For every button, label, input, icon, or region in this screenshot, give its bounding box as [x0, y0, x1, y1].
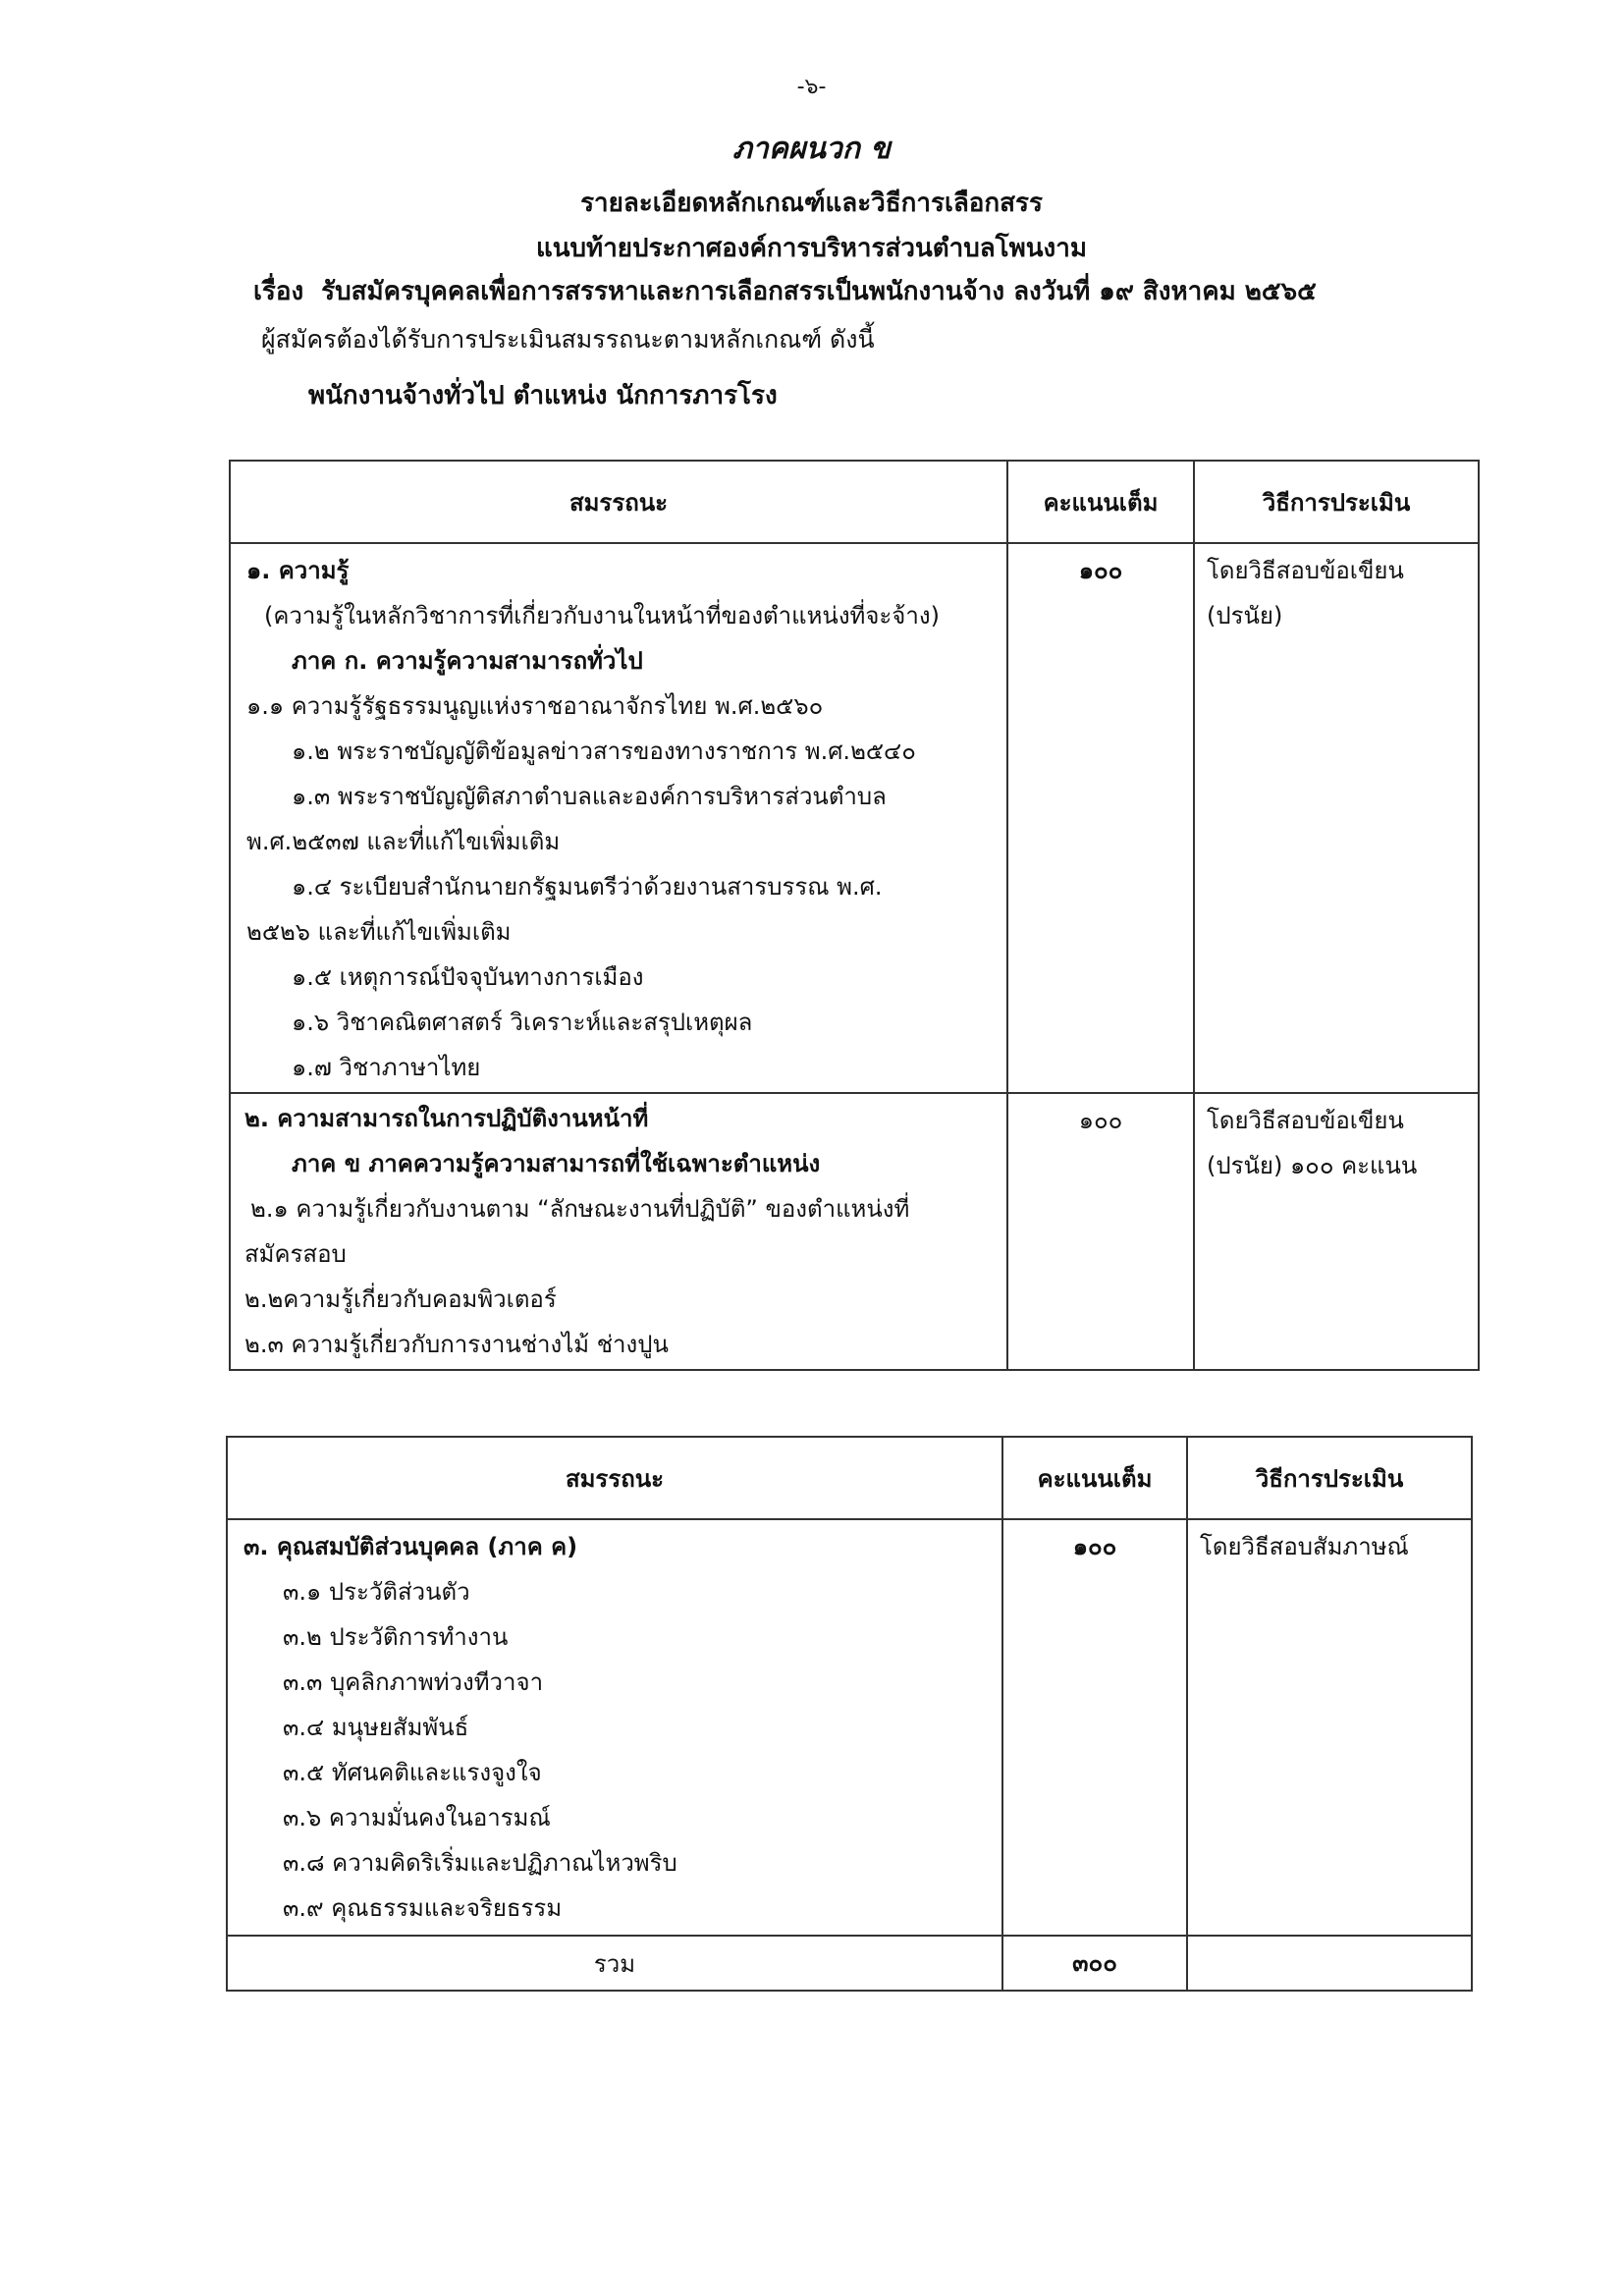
- row3-line: ๓.๙ คุณธรรมและจริยธรรม: [283, 1894, 563, 1922]
- row3-line: ๓.๒ ประวัติการทำงาน: [283, 1623, 509, 1651]
- header-full-score: คะแนนเต็ม: [1002, 1437, 1187, 1519]
- competency-table-1: [229, 460, 1480, 1371]
- header-method: วิธีการประเมิน: [1194, 461, 1479, 543]
- row1-method: [1194, 543, 1479, 1093]
- page-number: -๖-: [796, 75, 827, 99]
- row1-title: ๑. ความรู้: [246, 557, 350, 584]
- row2-section-title: ภาค ข ภาคความรู้ความสามารถที่ใช้เฉพาะตำแหน่ง: [292, 1150, 821, 1177]
- row3-line: ๓.๖ ความมั่นคงในอารมณ์: [283, 1804, 551, 1831]
- row1-line: ๑.๓ พระราชบัญญัติสภาตำบลและองค์การบริหารส่วนตำบล: [292, 783, 887, 810]
- row1-line: ๒๕๒๖ และที่แก้ไขเพิ่มเติม: [246, 918, 512, 946]
- subject-text: รับสมัครบุคคลเพื่อการสรรหาและการเลือกสรรเป็นพนักงานจ้าง ลงวันที่ ๑๙ สิงหาคม ๒๕๖๕: [321, 277, 1317, 306]
- row2-score: ๑๐๐: [1007, 1093, 1194, 1370]
- header-full-score: คะแนนเต็ม: [1007, 461, 1194, 543]
- row1-section-title: ภาค ก. ความรู้ความสามารถทั่วไป: [292, 647, 643, 675]
- subject-label: เรื่อง: [253, 277, 304, 306]
- row3-title: ๓. คุณสมบัติส่วนบุคคล (ภาค ค): [243, 1533, 578, 1560]
- competency-table-2: [226, 1436, 1473, 1992]
- table-row-total: [227, 1936, 1472, 1991]
- row3-line: ๓.๔ มนุษยสัมพันธ์: [283, 1714, 469, 1741]
- row1-line: ๑.๔ ระเบียบสำนักนายกรัฐมนตรีว่าด้วยงานสารบรรณ พ.ศ.: [292, 873, 883, 901]
- row3-method-line: โดยวิธีสอบสัมภาษณ์: [1200, 1533, 1409, 1560]
- row1-line: พ.ศ.๒๕๓๗ และที่แก้ไขเพิ่มเติม: [246, 828, 561, 855]
- row1-method-line: (ปรนัย): [1207, 602, 1283, 629]
- row3-line: ๓.๘ ความคิดริเริ่มและปฏิภาณไหวพริบ: [283, 1849, 677, 1877]
- row2-method-line: (ปรนัย) ๑๐๐ คะแนน: [1207, 1152, 1418, 1179]
- header-competency: สมรรถนะ: [230, 461, 1007, 543]
- row1-line: (ความรู้ในหลักวิชาการที่เกี่ยวกับงานในหน้าที่ของตำแหน่งที่จะจ้าง): [264, 602, 940, 629]
- row1-method-line: โดยวิธีสอบข้อเขียน: [1207, 557, 1404, 584]
- row2-line: ๒.๓ ความรู้เกี่ยวกับการงานช่างไม้ ช่างปูน: [244, 1331, 669, 1358]
- row3-score: ๑๐๐: [1002, 1519, 1187, 1936]
- table-row-knowledge: [230, 543, 1479, 1093]
- row1-line: ๑.๗ วิชาภาษาไทย: [292, 1054, 481, 1081]
- appendix-title: ภาคผนวก ข: [732, 132, 891, 166]
- row1-line: ๑.๑ ความรู้รัฐธรรมนูญแห่งราชอาณาจักรไทย พ.ศ.๒๕๖๐: [246, 692, 824, 720]
- table-row-ability: [230, 1093, 1479, 1370]
- row2-method-line: โดยวิธีสอบข้อเขียน: [1207, 1107, 1404, 1134]
- row3-method: [1187, 1519, 1472, 1936]
- table-header-row: [227, 1437, 1472, 1519]
- position-line: พนักงานจ้างทั่วไป ตำแหน่ง นักการภารโรง: [308, 381, 778, 410]
- row1-line: ๑.๖ วิชาคณิตศาสตร์ วิเคราะห์และสรุปเหตุผล: [292, 1009, 753, 1036]
- requirement-text: ผู้สมัครต้องได้รับการประเมินสมรรถนะตามหลักเกณฑ์ ดังนี้: [261, 325, 875, 354]
- row2-method: [1194, 1093, 1479, 1370]
- row3-line: ๓.๕ ทัศนคติและแรงจูงใจ: [283, 1759, 542, 1786]
- row1-line: ๑.๕ เหตุการณ์ปัจจุบันทางการเมือง: [292, 963, 644, 991]
- total-label: รวม: [227, 1936, 1002, 1991]
- header-method: วิธีการประเมิน: [1187, 1437, 1472, 1519]
- row2-line: ๒.๒ความรู้เกี่ยวกับคอมพิวเตอร์: [244, 1285, 557, 1313]
- row3-line: ๓.๑ ประวัติส่วนตัว: [283, 1578, 470, 1606]
- total-score: ๓๐๐: [1002, 1936, 1187, 1991]
- header-competency: สมรรถนะ: [227, 1437, 1002, 1519]
- heading-line-2: แนบท้ายประกาศองค์การบริหารส่วนตำบลโพนงาม: [536, 234, 1087, 263]
- row2-line: สมัครสอบ: [244, 1240, 347, 1268]
- total-method-cell: [1187, 1936, 1472, 1991]
- table-header-row: [230, 461, 1479, 543]
- row2-title: ๒. ความสามารถในการปฏิบัติงานหน้าที่: [244, 1105, 649, 1132]
- table-row-personal: [227, 1519, 1472, 1936]
- row1-line: ๑.๒ พระราชบัญญัติข้อมูลข่าวสารของทางราชการ พ.ศ.๒๕๔๐: [292, 738, 916, 765]
- heading-line-1: รายละเอียดหลักเกณฑ์และวิธีการเลือกสรร: [580, 189, 1043, 218]
- subject-line: [253, 271, 1317, 311]
- row1-score: ๑๐๐: [1007, 543, 1194, 1093]
- row3-line: ๓.๓ บุคลิกภาพท่วงทีวาจา: [283, 1668, 544, 1696]
- row2-line: ๒.๑ ความรู้เกี่ยวกับงานตาม “ลักษณะงานที่ปฏิบัติ” ของตำแหน่งที่: [250, 1195, 910, 1223]
